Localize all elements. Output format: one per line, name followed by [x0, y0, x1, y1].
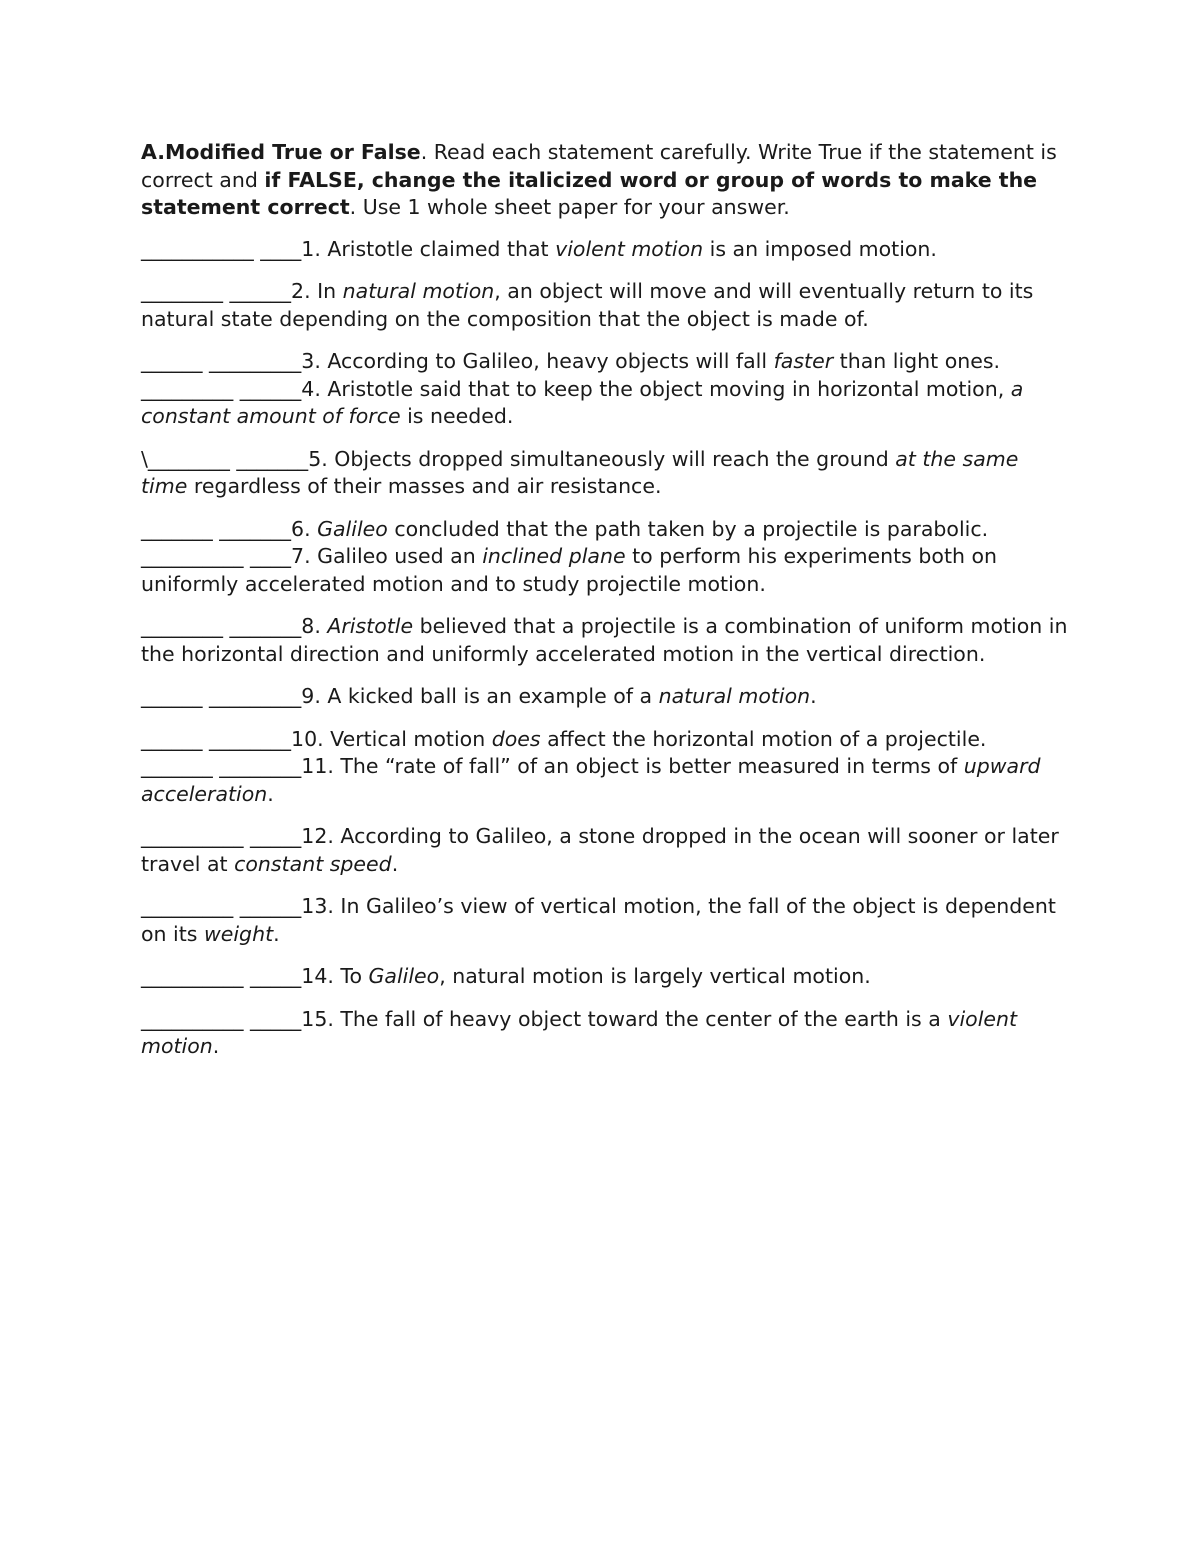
question-text-end: . [267, 781, 274, 806]
instructions-text-end: . Use 1 whole sheet paper for your answer. [349, 195, 790, 219]
question-text: 1. Aristotle claimed that [301, 236, 556, 261]
question-text: 12. According to Galileo, a stone dropped in the ocean will sooner or later travel at [141, 824, 1059, 876]
answer-blank: ________ _______ [141, 614, 302, 638]
italic-term: weight [203, 921, 274, 946]
italic-term: violent motion [555, 236, 704, 261]
question-text: 4. Aristotle said that to keep the object moving in horizontal motion, [301, 376, 1011, 401]
answer-blank: ___________ ____ [141, 236, 302, 261]
question-5 [141, 446, 1071, 501]
italic-term: Galileo [317, 516, 388, 541]
question-12 [141, 823, 1071, 878]
worksheet-page [141, 139, 1071, 1076]
answer-blank: __________ ____ [141, 544, 292, 568]
question-text: 8. [301, 614, 328, 638]
answer-blank: ______ ________ [141, 726, 292, 751]
question-text: 2. In [291, 279, 343, 303]
question-text-end: , natural motion is largely vertical motion. [439, 964, 871, 988]
question-4 [141, 376, 1071, 431]
question-text-end: to perform his experiments both on uniformly accelerated motion and to study projectile motion. [141, 544, 998, 596]
italic-term: inclined plane [482, 544, 626, 568]
question-10 [141, 726, 1071, 754]
instructions-emphasis: if FALSE, change the italicized word or group of words to make the statement correct [141, 167, 1038, 219]
answer-blank: __________ _____ [141, 824, 302, 848]
question-text: 15. The fall of heavy object toward the center of the earth is a [301, 1006, 948, 1031]
question-text: 9. A kicked ball is an example of a [301, 684, 659, 708]
question-15 [141, 1006, 1071, 1061]
answer-blank: __________ _____ [141, 964, 302, 988]
italic-term: natural motion [658, 684, 811, 708]
question-text-end: . [273, 921, 280, 946]
question-text-end: concluded that the path taken by a projectile is parabolic. [387, 516, 989, 541]
italic-term: upward acceleration [141, 754, 1041, 806]
question-text: 11. The “rate of fall” of an object is better measured in terms of [301, 754, 964, 778]
italic-term: Aristotle [327, 614, 414, 638]
question-9 [141, 683, 1071, 711]
question-11 [141, 753, 1071, 808]
italic-term: a constant amount of force [141, 376, 1024, 428]
instructions-paragraph [141, 139, 1071, 222]
answer-blank: ______ _________ [141, 684, 302, 708]
question-text: 6. [291, 516, 318, 541]
answer-blank: _________ ______ [141, 894, 302, 918]
question-14 [141, 963, 1071, 991]
instructions-text: . Read each statement carefully. Write True if the statement is correct and [141, 140, 1057, 192]
italic-term: does [491, 726, 541, 751]
answer-blank: _______ ________ [141, 754, 302, 778]
question-text-end: . [212, 1034, 220, 1058]
question-3 [141, 348, 1071, 376]
question-6 [141, 516, 1071, 544]
answer-blank: ______ _________ [141, 349, 302, 373]
italic-term: Galileo [368, 964, 440, 988]
question-text-end: . [391, 851, 399, 876]
question-text-end: is an imposed motion. [703, 236, 937, 261]
italic-term: constant speed [234, 851, 392, 876]
answer-blank: _______ _______ [141, 516, 292, 541]
question-text-end: regardless of their masses and air resistance. [187, 474, 662, 498]
question-1 [141, 236, 1071, 264]
question-text: 5. Objects dropped simultaneously will reach the ground [308, 446, 896, 471]
question-text: 7. Galileo used an [291, 544, 483, 568]
answer-blank: ________ ______ [141, 279, 292, 303]
answer-blank: _________ ______ [141, 376, 302, 401]
section-label: A.Modified True or False [141, 140, 421, 164]
question-text-end: is needed. [400, 404, 514, 428]
answer-blank: \________ _______ [141, 446, 309, 471]
question-text-end: than light ones. [833, 349, 1001, 373]
question-2 [141, 278, 1071, 333]
question-text: 13. In Galileo’s view of vertical motion, the fall of the object is dependent on its [141, 894, 1056, 946]
question-8 [141, 613, 1071, 668]
question-text-end: affect the horizontal motion of a projectile. [540, 726, 987, 751]
italic-term: natural motion [342, 279, 495, 303]
question-text: 14. To [301, 964, 369, 988]
answer-blank: __________ _____ [141, 1006, 302, 1031]
question-text-end: . [810, 684, 817, 708]
question-text-end: , an object will move and will eventually return to its natural state depending on the composition that the object is made of. [141, 279, 1034, 331]
question-text: 10. Vertical motion [291, 726, 492, 751]
question-text: 3. According to Galileo, heavy objects will fall [301, 349, 774, 373]
italic-term: violent motion [141, 1006, 1018, 1058]
question-text-end: believed that a projectile is a combination of uniform motion in the horizontal direction and uniformly accelerated motion in the vertical direction. [141, 614, 1068, 666]
italic-term: at the same time [141, 446, 1019, 498]
italic-term: faster [773, 349, 834, 373]
question-13 [141, 893, 1071, 948]
question-7 [141, 543, 1071, 598]
